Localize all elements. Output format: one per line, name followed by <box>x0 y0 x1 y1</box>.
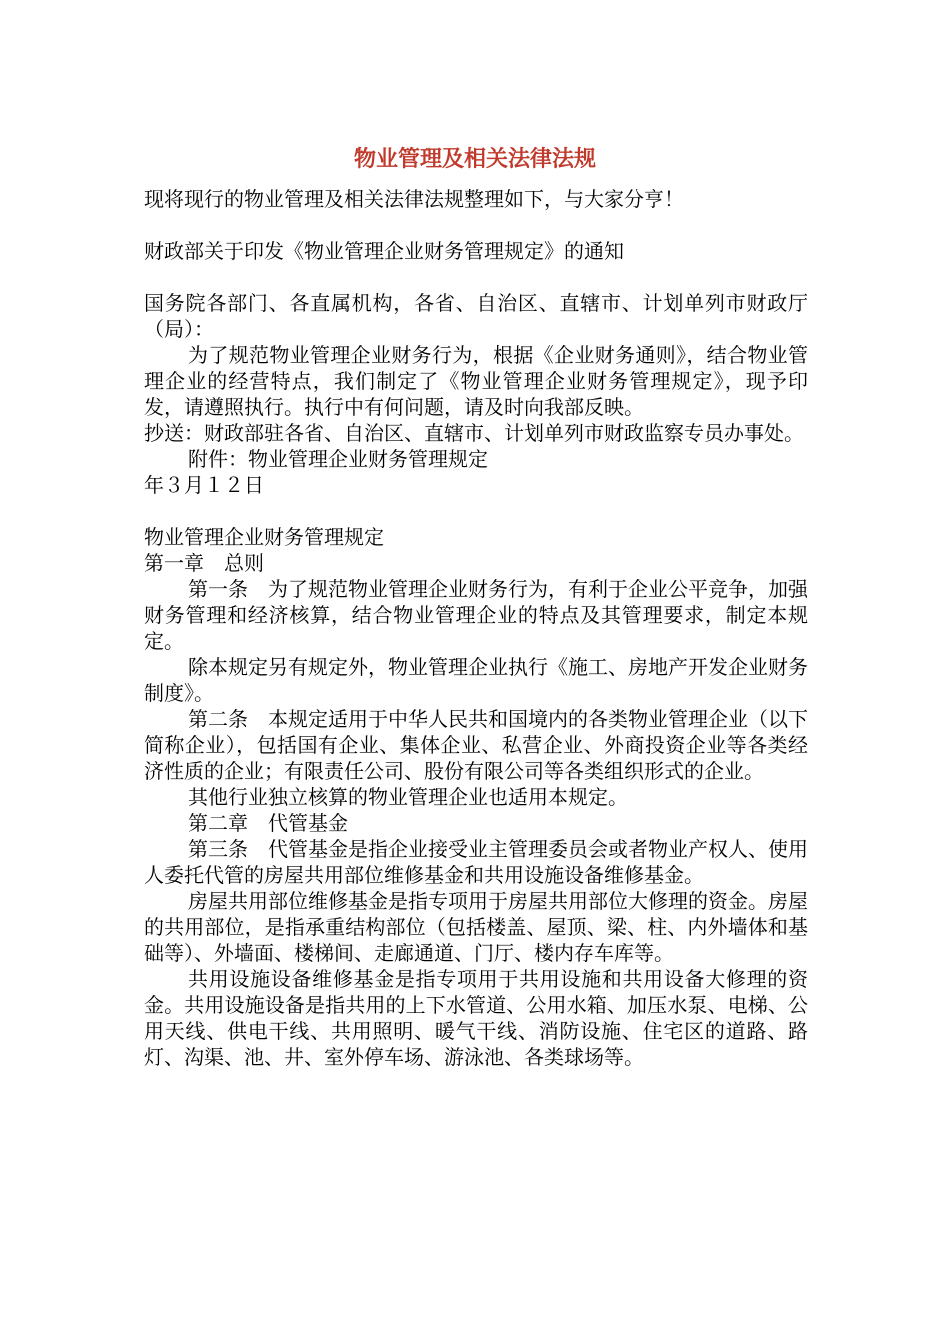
article-2-paragraph: 第二条 本规定适用于中华人民共和国境内的各类物业管理企业（以下简称企业），包括国有企业、集体企业、私营企业、外商投资企业等各类经济性质的企业；有限责任公司、股份有限公司等各类组织形式的企业。 <box>144 707 808 783</box>
notice-body-paragraph: 为了规范物业管理企业财务行为，根据《企业财务通则》，结合物业管理企业的经营特点，我们制定了《物业管理企业财务管理规定》，现予印发，请遵照执行。执行中有何问题，请及时向我部反映。 <box>144 343 808 419</box>
chapter-1-heading: 第一章 总则 <box>144 551 264 575</box>
blank-line <box>144 212 808 238</box>
date-line: 年３月１２日 <box>144 473 264 497</box>
blank-line <box>144 264 808 290</box>
document-title: 物业管理及相关法律法规 <box>353 146 596 172</box>
notice-title: 财政部关于印发《物业管理企业财务管理规定》的通知 <box>144 239 624 263</box>
regulation-title: 物业管理企业财务管理规定 <box>144 525 384 549</box>
attachment-line: 附件：物业管理企业财务管理规定 <box>188 447 488 471</box>
document-body <box>144 186 808 1070</box>
article-3-paragraph-2: 房屋共用部位维修基金是指专项用于房屋共用部位大修理的资金。房屋的共用部位，是指承重结构部位（包括楼盖、屋顶、梁、柱、内外墙体和基础等）、外墙面、楼梯间、走廊通道、门厅、楼内存车库等。 <box>144 889 808 965</box>
article-1-paragraph: 第一条 为了规范物业管理企业财务行为，有利于企业公平竞争，加强财务管理和经济核算，结合物业管理企业的特点及其管理要求，制定本规定。 <box>144 577 808 653</box>
article-1-note-paragraph: 除本规定另有规定外，物业管理企业执行《施工、房地产开发企业财务制度》。 <box>144 655 808 705</box>
cc-paragraph: 抄送：财政部驻各省、自治区、直辖市、计划单列市财政监察专员办事处。 <box>144 421 804 445</box>
blank-line <box>144 498 808 524</box>
salutation-paragraph: 国务院各部门、各直属机构，各省、自治区、直辖市、计划单列市财政厅（局）： <box>144 291 808 341</box>
article-3-paragraph-3: 共用设施设备维修基金是指专项用于共用设施和共用设备大修理的资金。共用设施设备是指共用的上下水管道、公用水箱、加压水泵、电梯、公用天线、供电干线、共用照明、暖气干线、消防设施、住宅区的道路、路灯、沟渠、池、井、室外停车场、游泳池、各类球场等。 <box>144 967 808 1069</box>
chapter-2-heading: 第二章 代管基金 <box>188 811 348 835</box>
article-2-note-paragraph: 其他行业独立核算的物业管理企业也适用本规定。 <box>188 785 628 809</box>
intro-paragraph: 现将现行的物业管理及相关法律法规整理如下，与大家分亨！ <box>144 187 684 211</box>
article-3-paragraph: 第三条 代管基金是指企业接受业主管理委员会或者物业产权人、使用人委托代管的房屋共用部位维修基金和共用设施设备维修基金。 <box>144 837 808 887</box>
